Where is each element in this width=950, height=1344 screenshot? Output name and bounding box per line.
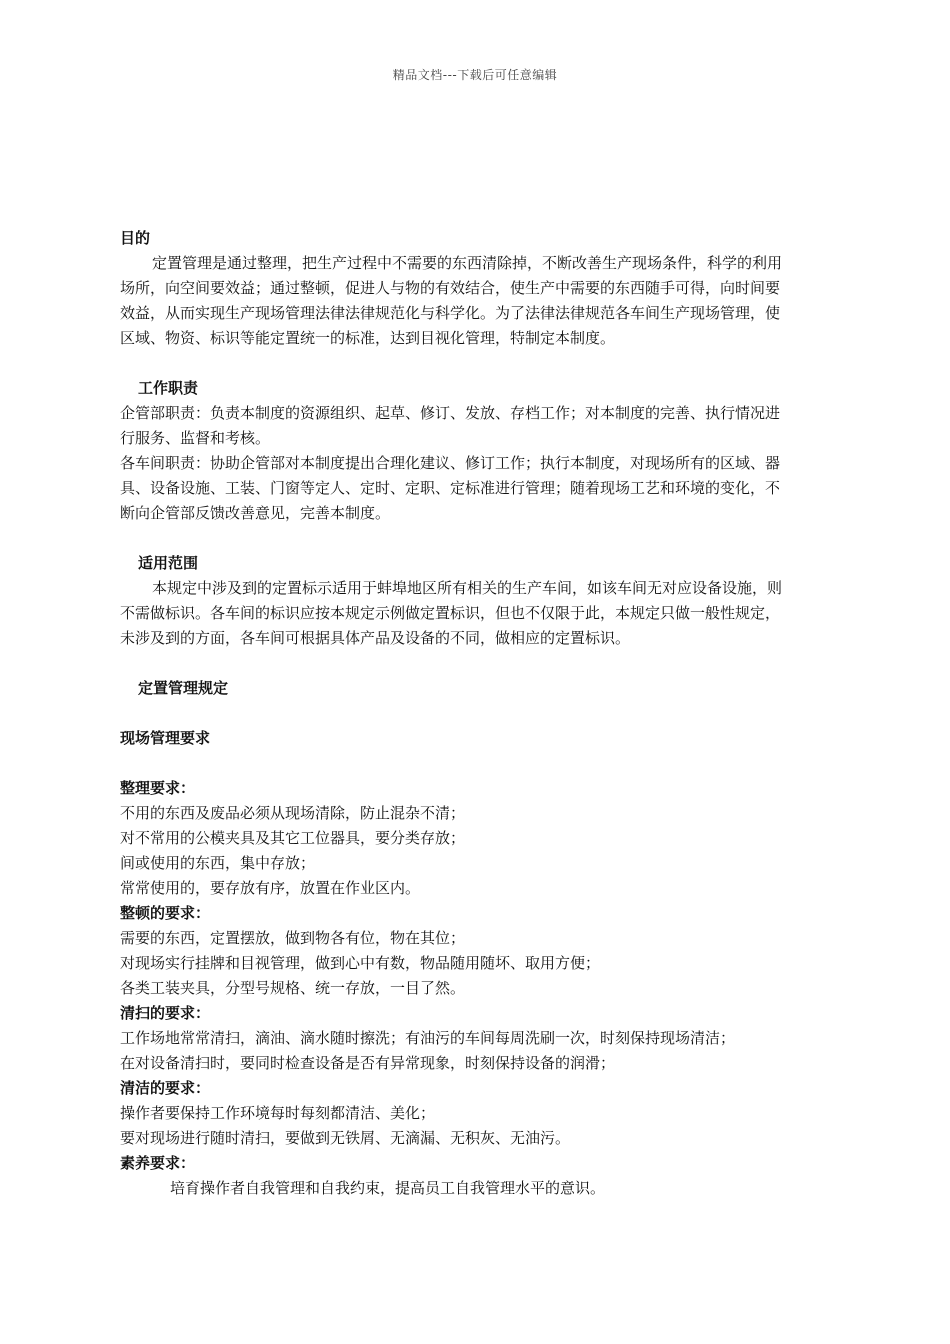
duties-line-5: 断向企管部反馈改善意见，完善本制度。 — [120, 504, 391, 522]
sweep-line-1: 工作场地常常清扫，滴油、滴水随时擦洗；有油污的车间每周洗刷一次，时刻保持现场清洁； — [120, 1029, 736, 1047]
sort-line-3: 间或使用的东西，集中存放； — [120, 854, 316, 872]
sweep-heading: 清扫的要求： — [120, 1004, 211, 1022]
order-line-1: 需要的东西，定置摆放，做到物各有位，物在其位； — [120, 929, 466, 947]
scope-heading: 适用范围 — [138, 554, 199, 572]
order-heading: 整顿的要求： — [120, 904, 211, 922]
duties-line-2: 行服务、监督和考核。 — [120, 429, 271, 447]
purpose-line-4: 区域、物资、标识等能定置统一的标准，达到目视化管理，特制定本制度。 — [120, 329, 616, 347]
clean-line-2: 要对现场进行随时清扫，要做到无铁屑、无滴漏、无积灰、无油污。 — [120, 1129, 571, 1147]
site-heading: 现场管理要求 — [120, 729, 211, 747]
clean-line-1: 操作者要保持工作环境每时每刻都清洁、美化； — [120, 1104, 436, 1122]
clean-heading: 清洁的要求： — [120, 1079, 211, 1097]
scope-line-3: 未涉及到的方面，各车间可根据具体产品及设备的不同，做相应的定置标识。 — [120, 629, 631, 647]
purpose-line-3: 效益，从而实现生产现场管理法律法律规范化与科学化。为了法律法律规范各车间生产现场管理，使 — [120, 304, 781, 322]
sort-line-1: 不用的东西及废品必须从现场清除，防止混杂不清； — [120, 804, 466, 822]
order-line-3: 各类工装夹具，分型号规格、统一存放，一目了然。 — [120, 979, 466, 997]
scope-line-1: 本规定中涉及到的定置标示适用于蚌埠地区所有相关的生产车间，如该车间无对应设备设施，则 — [152, 579, 783, 597]
discipline-line-1: 培育操作者自我管理和自我约束，提高员工自我管理水平的意识。 — [170, 1179, 606, 1197]
rules-heading: 定置管理规定 — [138, 679, 229, 697]
duties-heading: 工作职责 — [138, 379, 199, 397]
duties-line-3: 各车间职责：协助企管部对本制度提出合理化建议、修订工作；执行本制度，对现场所有的区域、器 — [120, 454, 781, 472]
sort-heading: 整理要求： — [120, 779, 196, 797]
purpose-line-2: 场所，向空间要效益；通过整顿，促进人与物的有效结合，使生产中需要的东西随手可得，向时间要 — [120, 279, 781, 297]
sweep-line-2: 在对设备清扫时，要同时检查设备是否有异常现象，时刻保持设备的润滑； — [120, 1054, 616, 1072]
sort-line-4: 常常使用的，要存放有序，放置在作业区内。 — [120, 879, 421, 897]
page-header: 精品文档---下载后可任意编辑 — [392, 68, 558, 82]
purpose-line-1: 定置管理是通过整理，把生产过程中不需要的东西清除掉，不断改善生产现场条件，科学的利用 — [152, 254, 783, 272]
document-body — [120, 226, 860, 1201]
scope-line-2: 不需做标识。各车间的标识应按本规定示例做定置标识，但也不仅限于此，本规定只做一般性规定， — [120, 604, 781, 622]
sort-line-2: 对不常用的公模夹具及其它工位器具，要分类存放； — [120, 829, 466, 847]
discipline-heading: 素养要求： — [120, 1154, 196, 1172]
order-line-2: 对现场实行挂牌和目视管理，做到心中有数，物品随用随坏、取用方便； — [120, 954, 601, 972]
purpose-heading: 目的 — [120, 229, 151, 247]
duties-line-1: 企管部职责：负责本制度的资源组织、起草、修订、发放、存档工作；对本制度的完善、执行情况进 — [120, 404, 781, 422]
duties-line-4: 具、设备设施、工装、门窗等定人、定时、定职、定标准进行管理；随着现场工艺和环境的变化，不 — [120, 479, 781, 497]
